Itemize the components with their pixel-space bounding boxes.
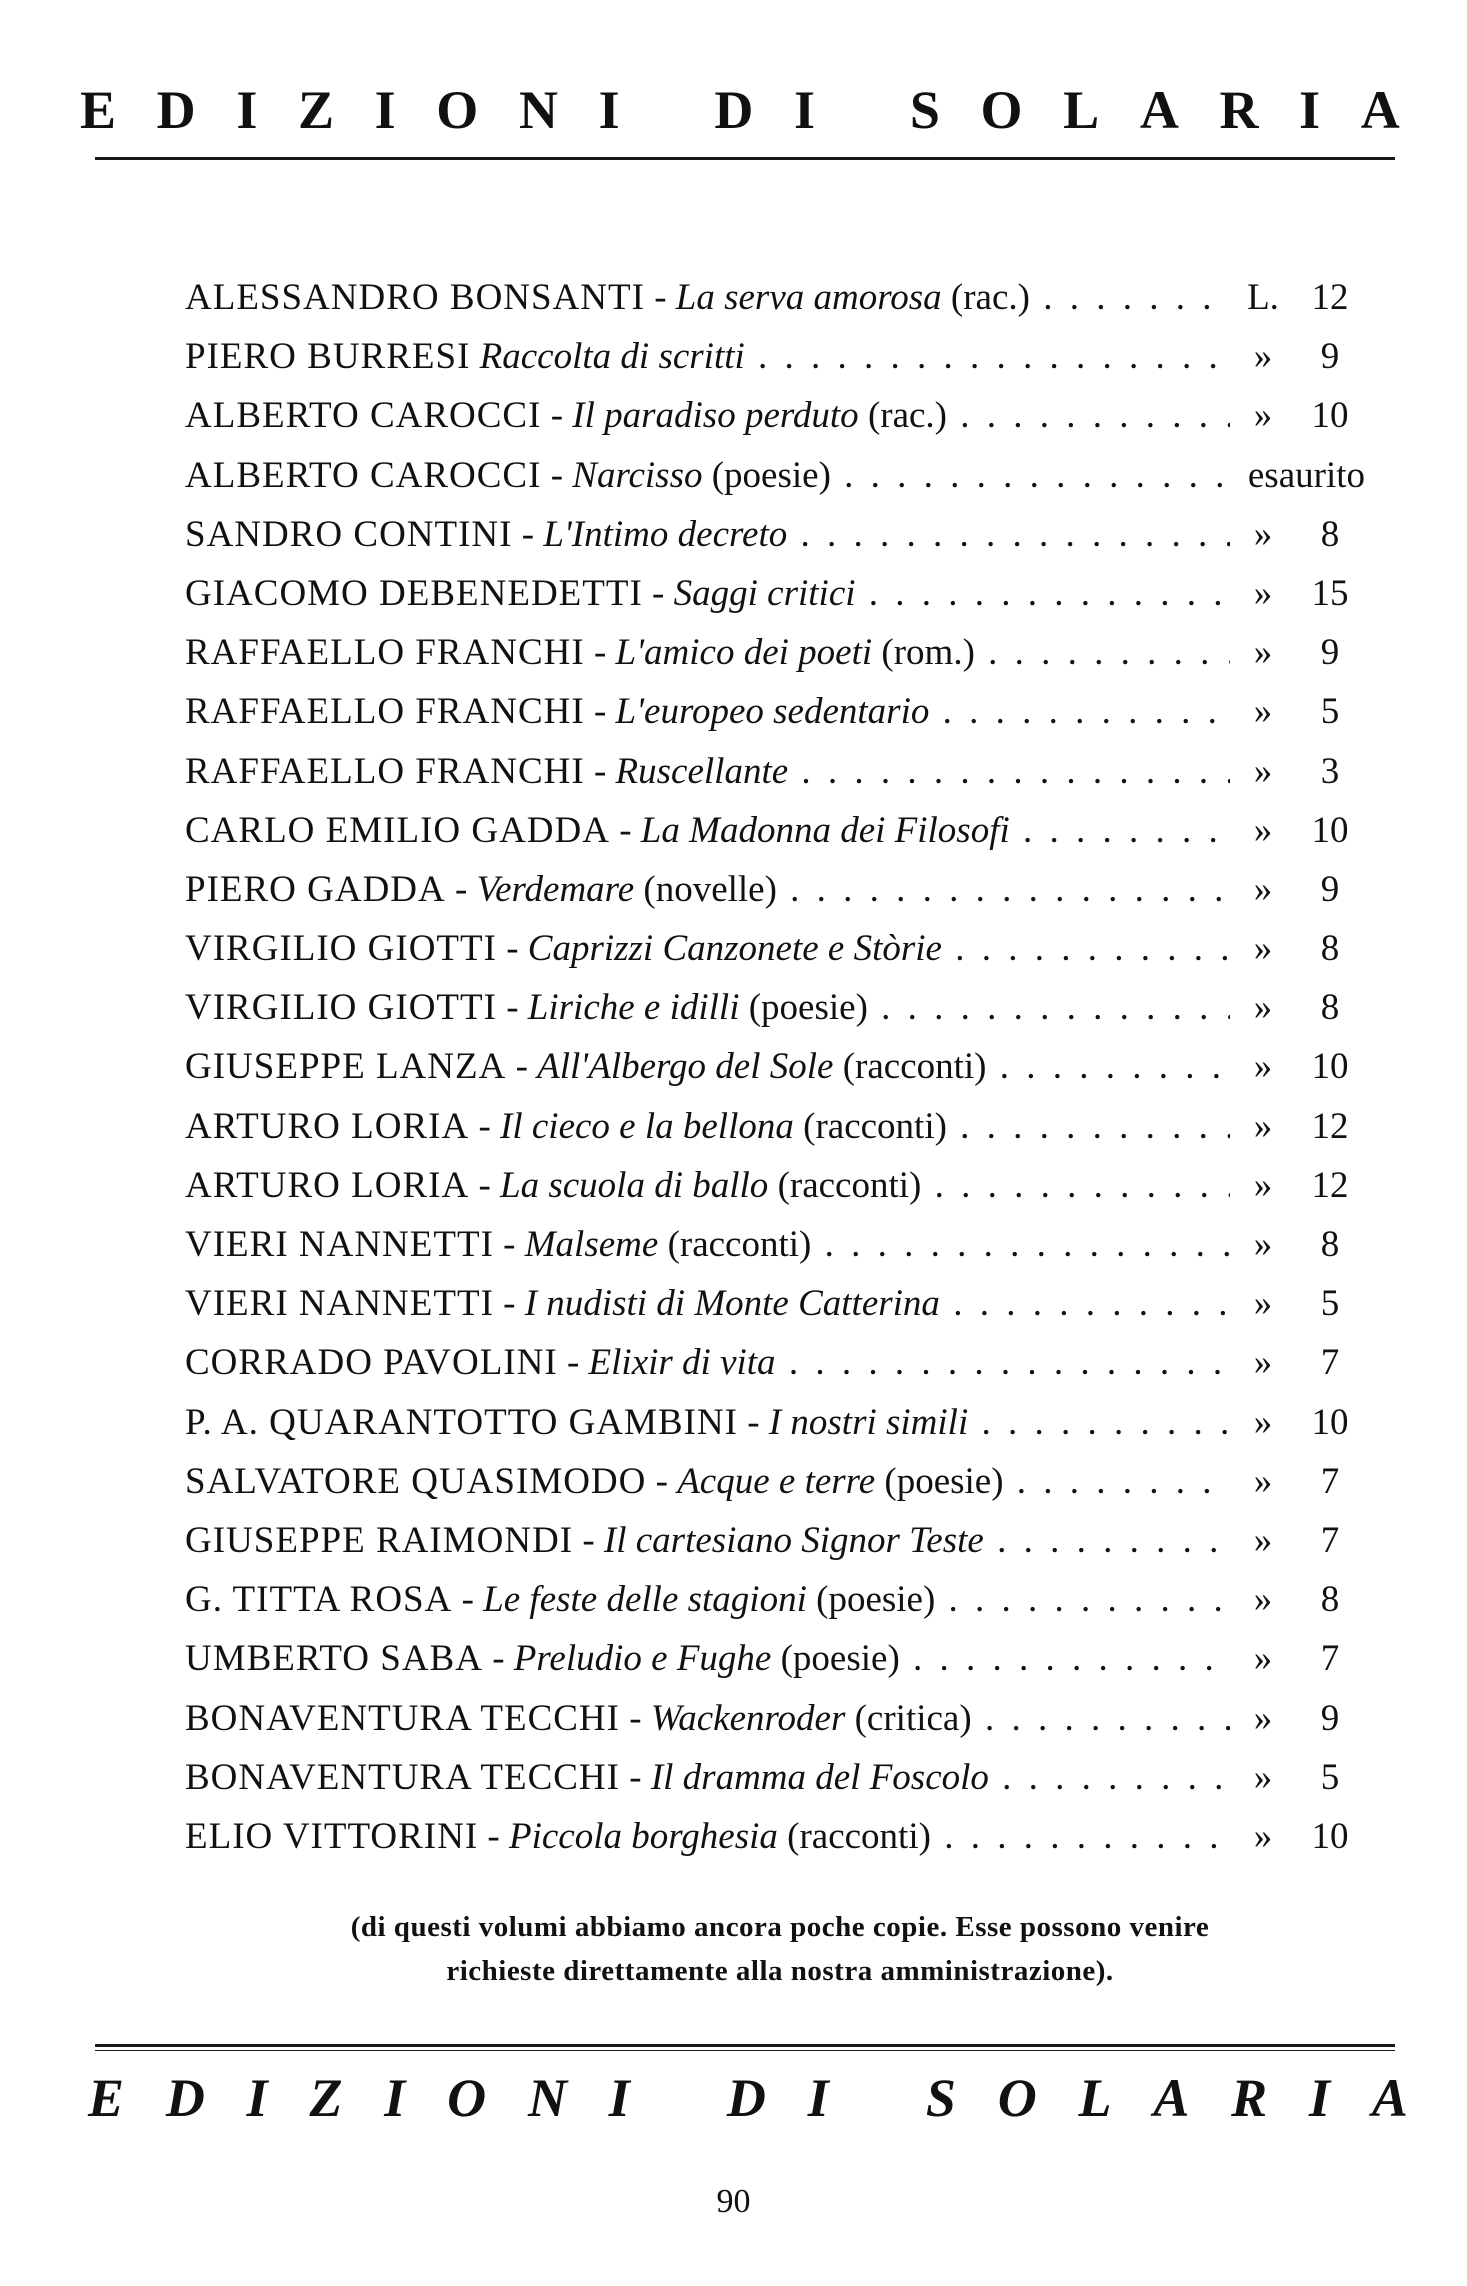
book-title: I nostri simili: [768, 1401, 969, 1443]
book-row: [185, 1570, 1365, 1629]
book-separator: -: [452, 1579, 484, 1621]
book-author: SANDRO CONTINI: [185, 513, 513, 555]
footer-title-letter: D: [165, 2068, 205, 2128]
book-row: [185, 1097, 1365, 1156]
book-price: 10: [1295, 1807, 1365, 1866]
book-separator: -: [584, 632, 616, 674]
book-currency: »: [1233, 1452, 1293, 1511]
book-author: P. A. QUARANTOTTO GAMBINI: [185, 1401, 738, 1443]
book-separator: -: [557, 1342, 589, 1384]
book-row: [185, 1689, 1365, 1748]
book-entry: [185, 1393, 1230, 1452]
book-price: 7: [1295, 1629, 1365, 1688]
book-price: 5: [1295, 1274, 1365, 1333]
book-row: [185, 327, 1365, 386]
book-title: Il paradiso perduto: [572, 395, 859, 437]
footer-title-letter: N: [527, 2068, 567, 2128]
book-price: 9: [1295, 623, 1365, 682]
book-title: Piccola borghesia: [509, 1815, 778, 1857]
footer-title-space: [672, 2068, 686, 2128]
book-price: 8: [1295, 1570, 1365, 1629]
book-entry: [185, 919, 1230, 978]
book-title: Le feste delle stagioni: [483, 1579, 807, 1621]
book-author: GIACOMO DEBENEDETTI: [185, 572, 643, 614]
book-author: ARTURO LORIA: [185, 1164, 470, 1206]
book-currency: »: [1233, 1333, 1293, 1392]
header-title-space: [856, 80, 870, 140]
footer-title-letter: S: [925, 2068, 956, 2128]
header-title-letter: A: [1139, 80, 1179, 140]
book-author: RAFFAELLO FRANCHI: [185, 750, 585, 792]
book-author: ARTURO LORIA: [185, 1105, 470, 1147]
book-price: 8: [1295, 919, 1365, 978]
footer-title-space: [871, 2068, 885, 2128]
book-author: GIUSEPPE LANZA: [185, 1046, 507, 1088]
book-price: 3: [1295, 742, 1365, 801]
book-price: 8: [1295, 1215, 1365, 1274]
book-title: Preludio e Fughe: [513, 1638, 772, 1680]
book-separator: -: [584, 750, 616, 792]
footer-title-letter: O: [997, 2068, 1037, 2128]
book-author: VIERI NANNETTI: [185, 1224, 494, 1265]
book-title: All'Albergo del Sole: [537, 1046, 834, 1088]
book-title: Verdemare: [476, 868, 635, 910]
book-entry: [185, 446, 1230, 505]
book-separator: -: [584, 691, 616, 733]
book-separator: -: [506, 1046, 538, 1088]
footer-rule-thin: [95, 2050, 1395, 2051]
book-currency: »: [1233, 386, 1293, 445]
book-row: [185, 978, 1365, 1037]
book-price: 10: [1295, 1393, 1365, 1452]
book-entry: [185, 1807, 1230, 1866]
book-author: G. TITTA ROSA: [185, 1579, 453, 1621]
book-currency: »: [1233, 1037, 1293, 1096]
book-genre: (critica): [845, 1697, 972, 1739]
book-row: [185, 386, 1365, 445]
book-row: [185, 446, 1365, 505]
book-author: ALBERTO CAROCCI: [185, 395, 542, 437]
book-separator: -: [445, 868, 477, 910]
book-currency: »: [1233, 978, 1293, 1037]
book-author: GIUSEPPE RAIMONDI: [185, 1519, 574, 1561]
book-genre: (novelle): [634, 868, 777, 910]
book-separator: -: [609, 809, 641, 851]
footer-title: [88, 2068, 1408, 2128]
book-currency: »: [1233, 327, 1293, 386]
book-currency: »: [1233, 1748, 1293, 1807]
book-row: [185, 860, 1365, 919]
book-currency: »: [1233, 505, 1293, 564]
book-row: [185, 268, 1365, 327]
book-currency: »: [1233, 1570, 1293, 1629]
book-separator: -: [493, 1283, 525, 1325]
book-genre: (poesie): [875, 1460, 1004, 1502]
book-separator: -: [512, 513, 544, 555]
book-currency: »: [1233, 682, 1293, 741]
header-title-space: [660, 80, 674, 140]
book-row: [185, 623, 1365, 682]
book-row: [185, 564, 1365, 623]
book-author: CARLO EMILIO GADDA: [185, 809, 610, 851]
book-currency: »: [1233, 1629, 1293, 1688]
book-price: 12: [1295, 1156, 1365, 1215]
book-title: Wackenroder: [650, 1697, 846, 1739]
book-title: La scuola di ballo: [500, 1164, 769, 1206]
book-title: La Madonna dei Filosofi: [640, 809, 1010, 851]
book-currency: »: [1233, 1097, 1293, 1156]
book-separator: -: [573, 1519, 604, 1561]
header-title-letter: I: [1299, 80, 1321, 140]
book-author: VIERI NANNETTI: [185, 1283, 494, 1325]
book-price: 15: [1295, 564, 1365, 623]
book-row: [185, 1807, 1365, 1866]
book-entry: [185, 327, 1230, 386]
book-price: esaurito: [1225, 446, 1365, 505]
book-currency: »: [1233, 1689, 1293, 1748]
footer-title-letter: I: [608, 2068, 630, 2128]
book-currency: »: [1233, 860, 1293, 919]
book-genre: (rac.): [941, 277, 1030, 318]
book-row: [185, 1748, 1365, 1807]
book-separator: -: [478, 1815, 509, 1857]
book-row: [185, 682, 1365, 741]
page-number: 90: [716, 2183, 751, 2220]
footer-title-letter: I: [1309, 2068, 1331, 2128]
book-entry: [185, 505, 1230, 564]
book-price: 5: [1295, 682, 1365, 741]
book-author: PIERO BURRESI: [185, 336, 471, 378]
book-genre: (racconti): [793, 1105, 947, 1147]
book-author: VIRGILIO GIOTTI: [185, 987, 497, 1029]
book-separator: -: [469, 1164, 501, 1206]
book-author: RAFFAELLO FRANCHI: [185, 691, 585, 733]
book-entry: [185, 860, 1230, 919]
book-genre: (rom.): [872, 632, 975, 674]
book-author: ALESSANDRO BONSANTI: [185, 277, 645, 318]
book-entry: [185, 268, 1230, 327]
footer-title-letter: E: [88, 2068, 125, 2128]
book-author: ALBERTO CAROCCI: [185, 454, 542, 496]
header-title-letter: D: [156, 80, 196, 140]
footer-rule: [95, 2044, 1395, 2047]
book-title: L'amico dei poeti: [615, 632, 873, 674]
header-title-letter: O: [980, 80, 1023, 140]
book-title: Elixir di vita: [588, 1342, 776, 1384]
book-currency: »: [1233, 1807, 1293, 1866]
book-entry: [185, 1689, 1230, 1748]
header-title-letter: S: [909, 80, 940, 140]
book-title: L'Intimo decreto: [543, 513, 788, 555]
footer-title-letter: D: [726, 2068, 766, 2128]
book-separator: -: [496, 928, 528, 970]
book-title: Narcisso: [572, 454, 703, 496]
book-title: Raccolta di scritti: [479, 336, 745, 378]
book-row: [185, 1156, 1365, 1215]
book-currency: L.: [1233, 268, 1293, 327]
book-currency: »: [1233, 742, 1293, 801]
book-price: 9: [1295, 860, 1365, 919]
availability-note-line-2: richieste direttamente alla nostra amministrazione).: [446, 1955, 1114, 1987]
header-title-letter: A: [1360, 80, 1400, 140]
book-row: [185, 919, 1365, 978]
header-title-letter: I: [598, 80, 620, 140]
book-entry: [185, 682, 1230, 741]
book-row: [185, 1037, 1365, 1096]
book-row: [185, 1452, 1365, 1511]
book-list: [185, 268, 1365, 1866]
book-title: Malseme: [524, 1224, 659, 1265]
book-price: 12: [1295, 268, 1365, 327]
book-separator: -: [496, 987, 528, 1029]
book-entry: [185, 978, 1230, 1037]
book-genre: (rac.): [858, 395, 947, 437]
book-author: SALVATORE QUASIMODO: [185, 1460, 647, 1502]
book-entry: [185, 1452, 1230, 1511]
header-title-letter: N: [518, 80, 558, 140]
book-currency: »: [1233, 623, 1293, 682]
book-entry: [185, 1274, 1230, 1333]
header-title-letter: L: [1063, 80, 1100, 140]
footer-title-letter: L: [1078, 2068, 1112, 2128]
book-title: Ruscellante: [615, 750, 789, 792]
book-entry: [185, 742, 1230, 801]
book-currency: »: [1233, 1511, 1293, 1570]
book-title: Il cieco e la bellona: [500, 1105, 794, 1147]
header-title-letter: D: [714, 80, 754, 140]
book-entry: [185, 623, 1230, 682]
footer-title-letter: I: [807, 2068, 829, 2128]
header-title-letter: I: [374, 80, 396, 140]
book-genre: (poesie): [702, 454, 831, 496]
book-row: [185, 1215, 1365, 1274]
footer-title-letter: Z: [309, 2068, 343, 2128]
book-price: 7: [1295, 1452, 1365, 1511]
book-row: [185, 1333, 1365, 1392]
book-entry: [185, 1748, 1230, 1807]
book-entry: [185, 1037, 1230, 1096]
header-title-letter: Z: [297, 80, 334, 140]
book-row: [185, 1393, 1365, 1452]
book-author: UMBERTO SABA: [185, 1638, 483, 1680]
book-genre: (racconti): [768, 1164, 922, 1206]
book-currency: »: [1233, 1274, 1293, 1333]
book-author: BONAVENTURA TECCHI: [185, 1697, 620, 1739]
book-currency: »: [1233, 564, 1293, 623]
book-author: RAFFAELLO FRANCHI: [185, 632, 585, 674]
book-entry: [185, 1097, 1230, 1156]
book-row: [185, 1629, 1365, 1688]
book-separator: -: [642, 572, 674, 614]
book-price: 12: [1295, 1097, 1365, 1156]
book-price: 5: [1295, 1748, 1365, 1807]
book-genre: (poesie): [739, 987, 868, 1029]
book-price: 7: [1295, 1333, 1365, 1392]
book-row: [185, 505, 1365, 564]
book-currency: »: [1233, 1156, 1293, 1215]
footer-title-letter: A: [1371, 2068, 1408, 2128]
book-price: 8: [1295, 505, 1365, 564]
book-entry: [185, 1156, 1230, 1215]
footer-title-letter: I: [384, 2068, 406, 2128]
book-row: [185, 742, 1365, 801]
book-entry: [185, 386, 1230, 445]
book-price: 10: [1295, 801, 1365, 860]
book-entry: [185, 1570, 1230, 1629]
book-entry: [185, 801, 1230, 860]
availability-note: [190, 1905, 1370, 1993]
book-price: 7: [1295, 1511, 1365, 1570]
book-separator: -: [644, 277, 676, 318]
book-author: PIERO GADDA: [185, 868, 446, 910]
book-separator: -: [737, 1401, 769, 1443]
footer-title-letter: R: [1231, 2068, 1268, 2128]
book-title: Acque e terre: [677, 1460, 876, 1502]
availability-note-line-1: (di questi volumi abbiamo ancora poche copie. Esse possono venire: [350, 1911, 1210, 1943]
book-price: 10: [1295, 386, 1365, 445]
book-author: CORRADO PAVOLINI: [185, 1342, 558, 1384]
book-row: [185, 1274, 1365, 1333]
book-title: L'europeo sedentario: [615, 691, 930, 733]
book-entry: [185, 564, 1230, 623]
header-rule: [95, 157, 1395, 160]
book-separator: -: [493, 1224, 525, 1265]
footer-title-letter: I: [246, 2068, 268, 2128]
book-entry: [185, 1629, 1230, 1688]
book-author: VIRGILIO GIOTTI: [185, 928, 497, 970]
book-separator: -: [646, 1460, 678, 1502]
book-price: 10: [1295, 1037, 1365, 1096]
book-title: Il cartesiano Signor Teste: [603, 1519, 984, 1561]
book-title: La serva amorosa: [675, 277, 942, 318]
header-title-letter: R: [1219, 80, 1259, 140]
book-price: 8: [1295, 978, 1365, 1037]
book-genre: (racconti): [658, 1224, 812, 1265]
book-entry: [185, 1333, 1230, 1392]
book-title: Caprizzi Canzonete e Stòrie: [527, 928, 942, 970]
header-title-letter: I: [794, 80, 816, 140]
book-separator: -: [482, 1638, 514, 1680]
book-title: Il dramma del Foscolo: [650, 1756, 989, 1798]
book-genre: (poesie): [771, 1638, 900, 1680]
book-entry: [185, 1511, 1230, 1570]
book-separator: -: [541, 454, 573, 496]
header-title-letter: O: [436, 80, 479, 140]
book-author: ELIO VITTORINI: [185, 1815, 479, 1857]
book-genre: (racconti): [777, 1815, 931, 1857]
book-currency: »: [1233, 801, 1293, 860]
book-genre: (racconti): [833, 1046, 987, 1088]
book-currency: »: [1233, 1393, 1293, 1452]
book-row: [185, 801, 1365, 860]
book-author: BONAVENTURA TECCHI: [185, 1756, 620, 1798]
book-currency: »: [1233, 1215, 1293, 1274]
book-genre: (poesie): [806, 1579, 936, 1621]
header-title-letter: E: [80, 80, 117, 140]
book-title: Saggi critici: [673, 572, 856, 614]
footer-title-letter: A: [1153, 2068, 1190, 2128]
book-title: Liriche e idilli: [527, 987, 740, 1029]
book-entry: [185, 1215, 1230, 1274]
book-price: 9: [1295, 1689, 1365, 1748]
book-separator: [470, 336, 479, 377]
book-separator: -: [619, 1756, 651, 1798]
footer-title-letter: O: [447, 2068, 487, 2128]
header-title-letter: I: [236, 80, 258, 140]
book-price: 9: [1295, 327, 1365, 386]
book-separator: -: [541, 395, 573, 437]
book-separator: -: [619, 1697, 651, 1739]
book-separator: -: [469, 1105, 501, 1147]
header-title: [80, 80, 1400, 140]
book-row: [185, 1511, 1365, 1570]
book-title: I nudisti di Monte Catterina: [524, 1283, 940, 1325]
book-currency: »: [1233, 919, 1293, 978]
